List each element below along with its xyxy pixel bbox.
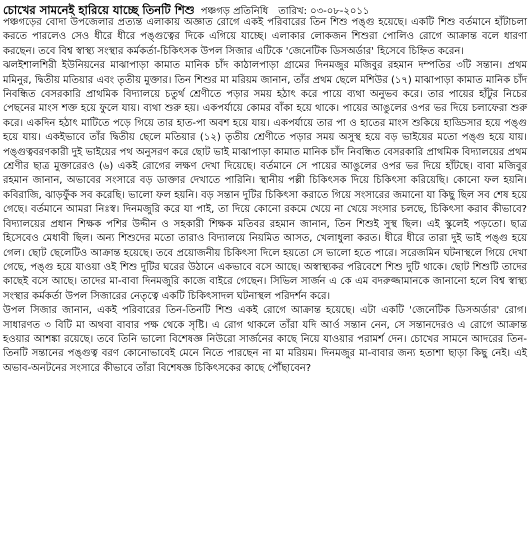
article-paragraph: উপল সিজার জানান, একই পরিবারের তিন-তিনটি শিশু একই রোগে আক্রান্ত হয়েছে। এটা একটি 'জেনেটিক ডিসঅর্ডার' রোগ। সাধারণত ৩ বিটি মা অথবা বাবার পক্ষ থেকে সৃষ্টি। এ রোগ থাকলে তাঁরা যদি আর্ও সন্তান নেন, সে সন্তানদেরও এ রোগে আক্রান্ত হওয়ার আশঙ্কা রয়েছে। তবে তিনি ভালো বিশেষজ্ঞ নিউরো সার্জনের কাছে নিয়ে যাওয়ার পরামর্শ দেন। চোখের সামনে আদরের তিন-তিনটি সন্তানের পঙ্গুত্ব বরণ কোনোভাবেই মেনে নিতে পারছেন না মা মরিয়ম। দিনমজুর মা-বাবার জন্য হতাশা ছাড়া কিছু নেই। এই অভাব-অনটনের সংসারে কীভাবে তাঁরা বিশেষজ্ঞ চিকিৎসকের কাছে পৌঁছাবেন? <box>3 305 527 374</box>
article-byline: পঞ্চগড় প্রতিনিধি <box>200 6 269 17</box>
article-body <box>3 16 527 376</box>
article-header <box>3 0 527 16</box>
article-paragraph: ঝলইশালশিরী ইউনিয়নের মাঝাপাড়া কামাত মানিক চাঁদ কাঠালপাড়া গ্রামের দিনমজুর মজিবুর রহমান দম্পতির ৩টি সন্তান। প্রথম মমিনুর, দ্বিতীয় মতিয়ার এবং তৃতীয় মুক্তার। তিন শিশুর মা মরিয়ম জানান, তাঁর প্রথম ছেলে মশিউর (১৭) মাঝাপাড়া কামাত মানিক চাঁদ নিবন্ধিত বেসরকারি প্রাথমিক বিদ্যালয়ে চতুর্থ শ্রেণীতে পড়ার সময় হঠাৎ করে পায়ে ব্যথা অনুভব করে। তার পায়ের হাঁটুর নিচের পেছনের মাংস শক্ত হয়ে ফুলে যায়। ব্যথা শুরু হয়। একপর্যায়ে কোমর বাঁকা হয়ে থাকে। পায়ের আঙুলের ওপর ভর দিয়ে চলাফেরা শুরু করে। একদিন হঠাৎ মাটিতে পড়ে গিয়ে তার হাত-পা অবশ হয়ে যায়। একপর্যায়ে তার পা ও হাতের মাংস শুকিয়ে হাড্ডিসার হয়ে পঙ্গু হয়ে যায়। একইভাবে তাঁর দ্বিতীয় ছেলে মতিয়ার (১২) তৃতীয় শ্রেণীতে পড়ার সময় অসুস্থ হয়ে বড় ভাইয়ের মতো পঙ্গু হয়ে যায়। পঙ্গুত্ববরণকারী দুই ভাইয়ের পথ অনুসরণ করে ছোট ভাই মাঝাপাড়া কামাত মানিক চাঁদ নিবন্ধিত বেসরকারি প্রাথমিক বিদ্যালয়ের প্রথম শ্রেণীর ছাত্র মুক্তারেরও (৬) একই রোগের লক্ষণ দেখা দিয়েছে। বর্তমানে সে পায়ের আঙুলের ওপর ভর দিয়ে হাঁটছে। বাবা মজিবুর রহমান জানান, অভাবের সংসারে বড় ডাক্তার দেখাতে পারিনি। স্থানীয় পল্লী চিকিৎসক দিয়ে চিকিৎসা করিয়েছি। কোনো ফল হয়নি। কবিরাজি, ঝাড়ফুঁক সব করেছি। ভালো ফল হয়নি। বড় সন্তান দুটির চিকিৎসা করাতে গিয়ে সংসারের জমানো যা কিছু ছিল সব শেষ হয়ে গেছে। বর্তমানে আমরা নিঃস্ব। দিনমজুরি করে যা পাই, তা দিয়ে কোনো রকমে খেয়ে না খেয়ে সংসার চলছে, চিকিৎসা করাব কীভাবে? বিদ্যালয়ের প্রধান শিক্ষক পশির উদ্দীন ও সহকারী শিক্ষক মতিবর রহমান জানান, তিন শিশুই সুস্থ ছিল। এই স্কুলেই পড়তো। ছাত্র হিসেবেও মেধাবী ছিল। অন্য শিশুদের মতো তারাও বিদ্যালয়ে নিয়মিত আসত, খেলাধুলা করত। ধীরে ধীরে তারা দুই ভাই পঙ্গু হয়ে গেল। ছোট ছেলেটিও আক্রান্ত হয়েছে। তবে প্রয়োজনীয় চিকিৎসা দিলে হয়তো সে ভালো হতে পারে। সরেজমিন ঘটনাস্থলে গিয়ে দেখা গেছে, পঙ্গু হয়ে যাওয়া ওই শিশু দুটির ঘরের উঠানে একভাবে বসে আছে। অস্বাস্থ্যকর পরিবেশে শিশু দুটি থাকে। ছোট শিশুটি তাদের কাছেই বসে আছে। তাদের মা-বাবা দিনমজুরি কাজে বাইরে গেছেন। সিভিল সার্জন এ কে এম বদরুজ্জামানকে জানানো হলে বিশ্ব স্বাস্থ্য সংস্থার কর্মকর্তা উপল সিজারের নেতৃত্বে একটি চিকিৎসাদল ঘটনাস্থল পরিদর্শন করে। <box>3 60 527 302</box>
article-paragraph: পঞ্চগড়ের বোদা উপজেলার প্রত্যন্ত এলাকায় অজ্ঞাত রোগে একই পরিবারের তিন শিশু পঙ্গু হয়েছে। একটি শিশু বর্তমানে হাঁটাচলা করতে পারলেও সেও ধীরে ধীরে পঙ্গুত্বের দিকে এগিয়ে যাচ্ছে। এলাকার লোকজন শিশুরা পোলিও রোগে আক্রান্ত বলে ধারণা করছেন। তবে বিশ্ব স্বাস্থ্য সংস্থার কর্মকর্তা-চিকিৎসক উপল সিজার এটিকে 'জেনেটিক ডিসঅর্ডার' হিসেবে চিহ্নিত করেন। <box>3 17 527 57</box>
article-date: তারিখ: ০৩-০৮-২০১১ <box>278 6 370 17</box>
article-headline: চোখের সামনেই হারিয়ে যাচ্ছে তিনটি শিশু <box>3 3 195 17</box>
